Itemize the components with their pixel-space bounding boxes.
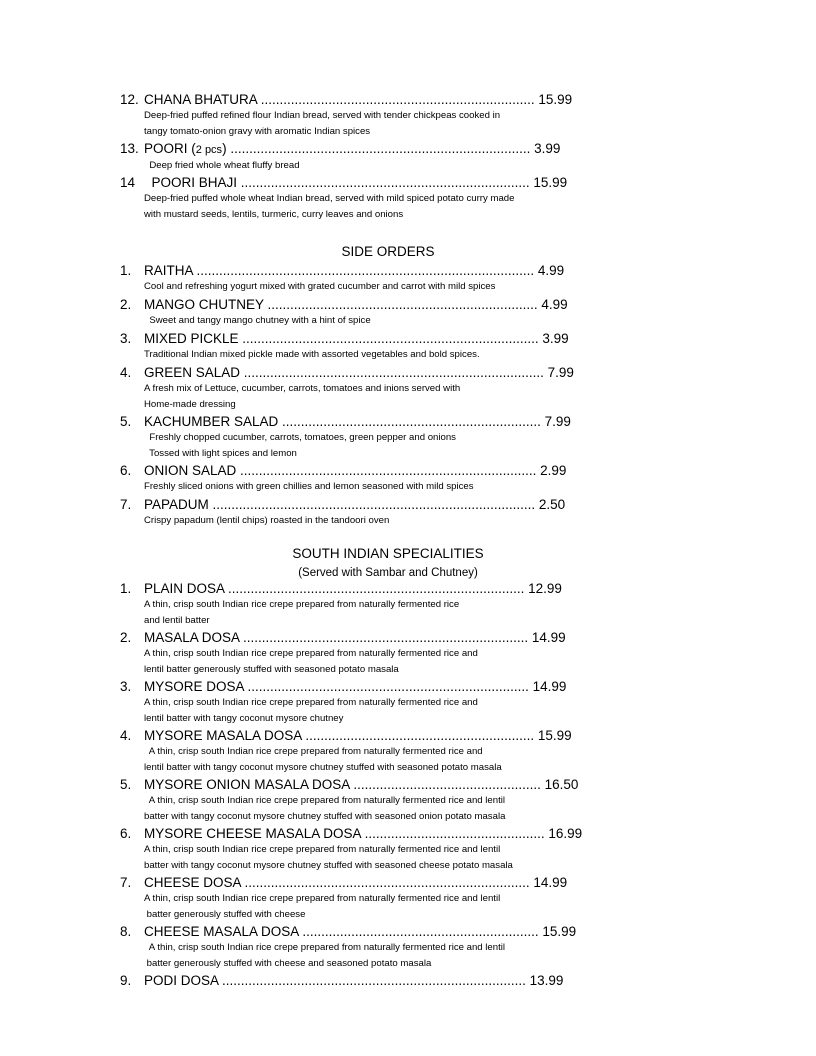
item-name: MYSORE MASALA DOSA [144,728,302,743]
item-price: 16.99 [548,826,583,841]
item-description: lentil batter with tangy coconut mysore chutney stuffed with seasoned potato masala [144,762,502,773]
item-description: Cool and refreshing yogurt mixed with grated cucumber and carrot with mild spices [144,281,496,292]
item-price: 3.99 [542,331,569,346]
item-number: 3. [120,331,132,346]
item-number: 1. [120,581,132,596]
item-price: 14.99 [531,630,566,645]
item-name: GREEN SALAD [144,365,241,380]
menu-item-mysore-dosa [120,679,590,727]
item-price: 13.99 [529,973,564,988]
item-description: A fresh mix of Lettuce, cucumber, carrots, tomatoes and inions served with [144,383,461,394]
item-name: MANGO CHUTNEY [144,297,264,312]
item-name: MYSORE ONION MASALA DOSA [144,777,350,792]
item-description: Sweet and tangy mango chutney with a hint of spice [144,315,371,326]
item-number: 5. [120,414,132,429]
menu-item-masala-dosa [120,630,590,678]
item-name: MASALA DOSA [144,630,240,645]
item-number: 8. [120,924,132,939]
section-subtitle: (Served with Sambar and Chutney) [298,567,478,579]
item-dots: ................................................................................ [240,365,548,380]
menu-item-plain-dosa [120,581,590,629]
item-description: batter generously stuffed with cheese and seasoned potato masala [144,958,432,969]
item-name-end: ) [222,141,227,156]
item-name: POORI ( [144,141,196,156]
item-dots: ..................................................................... [278,414,545,429]
menu-item-mysore-onion-masala-dosa [120,777,590,825]
menu-item-mysore-cheese-masala-dosa [120,826,590,874]
item-number: 6. [120,826,132,841]
item-dots: ............................................................................... [236,463,541,478]
item-dots: ................................................ [360,826,549,841]
item-description: A thin, crisp south Indian rice crepe prepared from naturally fermented rice and lentil [144,942,506,953]
item-number: 3. [120,679,132,694]
item-number: 2. [120,297,132,312]
menu-item-mysore-masala-dosa [120,728,590,776]
menu-item-cheese-dosa [120,875,590,923]
item-price: 15.99 [538,92,573,107]
menu-item-raitha [120,263,590,295]
item-price: 15.99 [542,924,577,939]
item-note: 2 pcs [195,144,223,156]
item-price: 7.99 [544,414,571,429]
item-number: 7. [120,875,132,890]
item-dots: ............................................................................ [240,875,534,890]
item-description: tangy tomato-onion gravy with aromatic Indian spices [144,126,371,137]
item-name: CHANA BHATURA [144,92,258,107]
menu-item-chana-bhatura [120,92,590,140]
menu-item-papadum [120,497,590,529]
item-name: PLAIN DOSA [144,581,225,596]
item-number: 14 [120,175,136,190]
item-price: 12.99 [528,581,562,596]
item-price: 14.99 [532,679,567,694]
section-title-side-orders: SIDE ORDERS [341,244,435,259]
item-number: 4. [120,365,132,380]
menu-item-onion-salad [120,463,590,495]
item-price: 15.99 [533,175,568,190]
item-name: PAPADUM [144,497,209,512]
menu-item-mixed-pickle [120,331,590,363]
item-number: 4. [120,728,132,743]
menu-item-poori-bhaji [120,175,590,223]
item-name: MYSORE CHEESE MASALA DOSA [144,826,361,841]
item-description: Deep fried whole wheat fluffy bread [144,160,300,171]
item-number: 7. [120,497,132,512]
item-number: 1. [120,263,132,278]
item-number: 12. [120,92,139,107]
menu-item-podi-dosa [120,973,590,989]
menu-item-poori [120,141,590,174]
item-description: Freshly sliced onions with green chillies and lemon seasoned with mild spices [144,481,474,492]
item-dots: ............................................................................ [239,630,532,645]
item-dots: ................................................................................. [218,973,530,988]
item-number: 6. [120,463,132,478]
item-description: Freshly chopped cucumber, carrots, tomatoes, green pepper and onions [144,432,456,443]
item-dots: .................................................. [349,777,545,792]
item-description: with mustard seeds, lentils, turmeric, curry leaves and onions [144,209,404,220]
menu-item-kachumber-salad [120,414,590,462]
item-price: 14.99 [533,875,568,890]
item-price: 7.99 [547,365,574,380]
item-description: and lentil batter [144,615,210,626]
item-dots: ................................................................................ [226,141,535,156]
item-name: CHEESE DOSA [144,875,241,890]
item-description: Traditional Indian mixed pickle made with assorted vegetables and bold spices. [144,349,480,360]
item-description: batter generously stuffed with cheese [144,909,306,920]
item-description: Deep-fried puffed whole wheat Indian bread, served with mild spiced potato curry made [144,193,515,204]
menu-item-mango-chutney [120,297,590,329]
item-description: A thin, crisp south Indian rice crepe prepared from naturally fermented rice and [144,746,483,757]
item-number: 13. [120,141,139,156]
item-description: A thin, crisp south Indian rice crepe prepared from naturally fermented rice and lentil [144,844,501,855]
item-description: Tossed with light spices and lemon [144,448,297,459]
item-price: 3.99 [534,141,561,156]
item-number: 5. [120,777,132,792]
item-description: Home-made dressing [144,399,236,410]
item-name: RAITHA [144,263,193,278]
menu-item-cheese-masala-dosa [120,924,590,972]
item-dots: ........................................................................ [263,297,542,312]
item-name: ONION SALAD [144,463,237,478]
item-description: lentil batter with tangy coconut mysore chutney [144,713,344,724]
item-description: batter with tangy coconut mysore chutney stuffed with seasoned cheese potato masala [144,860,513,871]
item-dots: ......................................................................... [257,92,539,107]
section-title-south-indian: SOUTH INDIAN SPECIALITIES [292,546,484,561]
item-dots: ............................................................................. [237,175,534,190]
item-price: 4.99 [541,297,568,312]
item-description: A thin, crisp south Indian rice crepe prepared from naturally fermented rice and lentil [144,795,506,806]
item-price: 2.50 [538,497,566,512]
item-number: 9. [120,973,132,988]
item-dots: ........................................................................... [243,679,533,694]
item-price: 15.99 [537,728,572,743]
item-price: 4.99 [537,263,565,278]
item-description: A thin, crisp south Indian rice crepe prepared from naturally fermented rice and [144,648,478,659]
item-price: 2.99 [540,463,567,478]
item-name: CHEESE MASALA DOSA [144,924,299,939]
item-dots: ............................................................. [301,728,538,743]
item-price: 16.50 [544,777,579,792]
item-description: Crispy papadum (lentil chips) roasted in the tandoori oven [144,515,390,526]
item-dots: ............................................................................... [224,581,529,596]
item-name: POORI BHAJI [144,175,238,190]
item-dots: ............................................................................... [238,331,543,346]
item-number: 2. [120,630,132,645]
item-name: MYSORE DOSA [144,679,244,694]
item-name: PODI DOSA [144,973,219,988]
menu-item-green-salad [120,365,590,413]
item-dots: .......................................................................................... [192,263,538,278]
item-description: Deep-fried puffed refined flour Indian bread, served with tender chickpeas cooked in [144,110,501,121]
item-description: A thin, crisp south Indian rice crepe prepared from naturally fermented rice [144,599,460,610]
item-description: batter with tangy coconut mysore chutney stuffed with seasoned onion potato masala [144,811,506,822]
item-dots: ............................................................... [298,924,543,939]
item-dots: ...................................................................................... [208,497,539,512]
item-name: MIXED PICKLE [144,331,239,346]
item-name: KACHUMBER SALAD [144,414,279,429]
item-description: lentil batter generously stuffed with seasoned potato masala [144,664,399,675]
item-description: A thin, crisp south Indian rice crepe prepared from naturally fermented rice and lentil [144,893,501,904]
item-description: A thin, crisp south Indian rice crepe prepared from naturally fermented rice and [144,697,478,708]
